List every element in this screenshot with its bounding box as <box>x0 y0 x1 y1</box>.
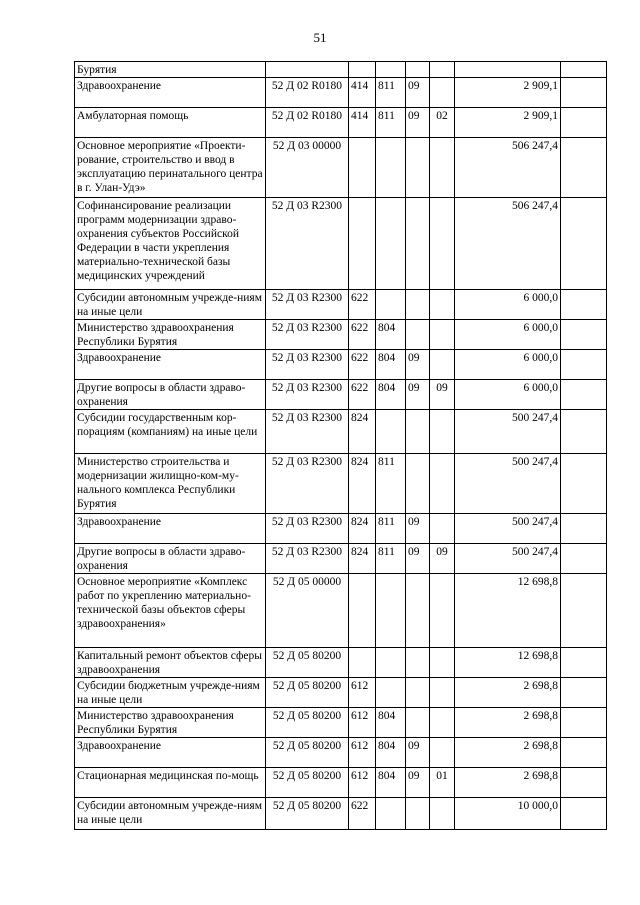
row-empty-cell <box>561 108 607 138</box>
row-subsection-code <box>430 738 455 768</box>
row-amount: 2 909,1 <box>455 78 561 108</box>
table-row <box>75 544 607 574</box>
row-expense-type: 414 <box>349 108 376 138</box>
row-section-code: 09 <box>406 78 430 108</box>
row-amount: 506 247,4 <box>455 198 561 290</box>
row-subsection-code <box>430 454 455 514</box>
table-row <box>75 62 607 78</box>
row-ministry-code <box>376 648 406 678</box>
row-section-code <box>406 574 430 648</box>
row-ministry-code <box>376 138 406 198</box>
row-subsection-code <box>430 320 455 350</box>
row-target-code: 52 Д 05 80200 <box>266 708 349 738</box>
table-row <box>75 290 607 320</box>
row-expense-type: 622 <box>349 350 376 380</box>
row-name: Министерство здравоохранения Республики Бурятия <box>75 320 266 350</box>
row-expense-type <box>349 648 376 678</box>
row-empty-cell <box>561 78 607 108</box>
row-section-code <box>406 708 430 738</box>
row-name: Другие вопросы в области здраво-охранения <box>75 380 266 410</box>
row-expense-type: 824 <box>349 410 376 454</box>
row-expense-type <box>349 198 376 290</box>
row-name: Министерство здравоохранения Республики Бурятия <box>75 708 266 738</box>
table-row <box>75 350 607 380</box>
row-target-code: 52 Д 03 R2300 <box>266 350 349 380</box>
row-target-code: 52 Д 03 00000 <box>266 138 349 198</box>
row-empty-cell <box>561 514 607 544</box>
row-ministry-code: 804 <box>376 708 406 738</box>
row-empty-cell <box>561 678 607 708</box>
row-name: Бурятия <box>75 62 266 78</box>
table-row <box>75 798 607 830</box>
row-expense-type: 612 <box>349 768 376 798</box>
row-section-code: 09 <box>406 108 430 138</box>
table-row <box>75 320 607 350</box>
row-target-code: 52 Д 03 R2300 <box>266 454 349 514</box>
row-expense-type: 824 <box>349 544 376 574</box>
row-ministry-code: 804 <box>376 768 406 798</box>
row-ministry-code: 804 <box>376 350 406 380</box>
row-ministry-code: 811 <box>376 454 406 514</box>
row-section-code: 09 <box>406 350 430 380</box>
row-target-code <box>266 62 349 78</box>
row-empty-cell <box>561 410 607 454</box>
row-empty-cell <box>561 648 607 678</box>
row-section-code: 09 <box>406 544 430 574</box>
row-empty-cell <box>561 454 607 514</box>
table-body <box>75 62 607 830</box>
row-name: Другие вопросы в области здраво-охранения <box>75 544 266 574</box>
row-ministry-code <box>376 574 406 648</box>
row-section-code: 09 <box>406 738 430 768</box>
row-subsection-code <box>430 648 455 678</box>
row-amount <box>455 62 561 78</box>
row-empty-cell <box>561 574 607 648</box>
row-section-code <box>406 138 430 198</box>
row-name: Здравоохранение <box>75 78 266 108</box>
table-row <box>75 410 607 454</box>
row-amount: 10 000,0 <box>455 798 561 830</box>
row-target-code: 52 Д 03 R2300 <box>266 544 349 574</box>
row-subsection-code <box>430 138 455 198</box>
table-row <box>75 708 607 738</box>
row-expense-type: 824 <box>349 514 376 544</box>
row-name: Софинансирование реализации программ модернизации здраво-охранения субъектов Российской Федерации в части укрепления материально-технической базы медицинских учреждений <box>75 198 266 290</box>
row-name: Основное мероприятие «Проекти-рование, строительство и ввод в эксплуатацию перинатального центра в г. Улан-Удэ» <box>75 138 266 198</box>
row-target-code: 52 Д 05 80200 <box>266 798 349 830</box>
row-expense-type: 622 <box>349 798 376 830</box>
row-section-code <box>406 454 430 514</box>
row-expense-type: 622 <box>349 290 376 320</box>
budget-table <box>74 61 607 830</box>
row-section-code: 09 <box>406 380 430 410</box>
row-expense-type: 824 <box>349 454 376 514</box>
row-ministry-code <box>376 798 406 830</box>
row-name: Субсидии государственным кор-порациям (компаниям) на иные цели <box>75 410 266 454</box>
row-name: Основное мероприятие «Комплекс работ по укреплению материально-технической базы объектов сферы здравоохранения» <box>75 574 266 648</box>
row-empty-cell <box>561 380 607 410</box>
row-subsection-code: 02 <box>430 108 455 138</box>
row-expense-type: 414 <box>349 78 376 108</box>
page-number: 51 <box>313 30 327 45</box>
row-empty-cell <box>561 768 607 798</box>
row-subsection-code <box>430 678 455 708</box>
row-ministry-code: 811 <box>376 544 406 574</box>
row-subsection-code <box>430 350 455 380</box>
table-row <box>75 738 607 768</box>
row-subsection-code <box>430 78 455 108</box>
row-name: Здравоохранение <box>75 738 266 768</box>
row-section-code <box>406 290 430 320</box>
row-subsection-code: 01 <box>430 768 455 798</box>
row-empty-cell <box>561 62 607 78</box>
row-target-code: 52 Д 03 R2300 <box>266 410 349 454</box>
row-target-code: 52 Д 03 R2300 <box>266 514 349 544</box>
row-amount: 2 698,8 <box>455 708 561 738</box>
row-ministry-code <box>376 198 406 290</box>
row-amount: 506 247,4 <box>455 138 561 198</box>
row-section-code <box>406 798 430 830</box>
row-ministry-code: 811 <box>376 514 406 544</box>
row-target-code: 52 Д 05 80200 <box>266 738 349 768</box>
row-amount: 12 698,8 <box>455 574 561 648</box>
row-section-code <box>406 648 430 678</box>
row-name: Субсидии автономным учрежде-ниям на иные цели <box>75 798 266 830</box>
table-row <box>75 138 607 198</box>
row-target-code: 52 Д 03 R2300 <box>266 290 349 320</box>
row-ministry-code <box>376 62 406 78</box>
row-amount: 2 698,8 <box>455 768 561 798</box>
table-row <box>75 514 607 544</box>
row-name: Субсидии автономным учрежде-ниям на иные цели <box>75 290 266 320</box>
row-subsection-code <box>430 798 455 830</box>
row-target-code: 52 Д 05 80200 <box>266 648 349 678</box>
row-expense-type <box>349 574 376 648</box>
row-target-code: 52 Д 05 80200 <box>266 678 349 708</box>
row-expense-type: 612 <box>349 678 376 708</box>
row-subsection-code: 09 <box>430 544 455 574</box>
row-expense-type <box>349 62 376 78</box>
row-name: Здравоохранение <box>75 350 266 380</box>
row-target-code: 52 Д 02 R0180 <box>266 108 349 138</box>
row-subsection-code <box>430 198 455 290</box>
row-section-code <box>406 320 430 350</box>
row-amount: 500 247,4 <box>455 544 561 574</box>
table-row <box>75 198 607 290</box>
row-section-code <box>406 198 430 290</box>
table-row <box>75 108 607 138</box>
row-amount: 500 247,4 <box>455 410 561 454</box>
row-empty-cell <box>561 320 607 350</box>
row-empty-cell <box>561 350 607 380</box>
row-ministry-code: 804 <box>376 320 406 350</box>
table-row <box>75 678 607 708</box>
row-name: Министерство строительства и модернизации жилищно-ком-му-нального комплекса Республики Бурятия <box>75 454 266 514</box>
row-section-code <box>406 62 430 78</box>
row-target-code: 52 Д 03 R2300 <box>266 380 349 410</box>
row-target-code: 52 Д 05 80200 <box>266 768 349 798</box>
row-empty-cell <box>561 290 607 320</box>
row-amount: 500 247,4 <box>455 454 561 514</box>
row-section-code <box>406 410 430 454</box>
row-subsection-code <box>430 290 455 320</box>
row-amount: 2 909,1 <box>455 108 561 138</box>
row-amount: 2 698,8 <box>455 678 561 708</box>
row-name: Амбулаторная помощь <box>75 108 266 138</box>
row-amount: 6 000,0 <box>455 380 561 410</box>
table-row <box>75 78 607 108</box>
row-subsection-code <box>430 708 455 738</box>
row-target-code: 52 Д 03 R2300 <box>266 320 349 350</box>
row-empty-cell <box>561 708 607 738</box>
row-amount: 500 247,4 <box>455 514 561 544</box>
row-empty-cell <box>561 798 607 830</box>
row-section-code: 09 <box>406 768 430 798</box>
table-row <box>75 380 607 410</box>
row-amount: 12 698,8 <box>455 648 561 678</box>
row-ministry-code <box>376 290 406 320</box>
row-subsection-code <box>430 574 455 648</box>
row-ministry-code: 804 <box>376 738 406 768</box>
row-ministry-code: 811 <box>376 78 406 108</box>
row-empty-cell <box>561 738 607 768</box>
row-name: Капитальный ремонт объектов сферы здравоохранения <box>75 648 266 678</box>
row-expense-type <box>349 138 376 198</box>
row-subsection-code <box>430 410 455 454</box>
row-amount: 2 698,8 <box>455 738 561 768</box>
row-target-code: 52 Д 05 00000 <box>266 574 349 648</box>
row-name: Субсидии бюджетным учрежде-ниям на иные цели <box>75 678 266 708</box>
row-target-code: 52 Д 03 R2300 <box>266 198 349 290</box>
row-expense-type: 612 <box>349 708 376 738</box>
row-expense-type: 622 <box>349 320 376 350</box>
row-empty-cell <box>561 138 607 198</box>
table-row <box>75 574 607 648</box>
row-section-code <box>406 678 430 708</box>
row-subsection-code: 09 <box>430 380 455 410</box>
table-row <box>75 648 607 678</box>
row-subsection-code <box>430 514 455 544</box>
row-expense-type: 612 <box>349 738 376 768</box>
row-ministry-code: 804 <box>376 380 406 410</box>
row-name: Здравоохранение <box>75 514 266 544</box>
table-row <box>75 768 607 798</box>
row-amount: 6 000,0 <box>455 320 561 350</box>
table-row <box>75 454 607 514</box>
row-ministry-code <box>376 410 406 454</box>
row-target-code: 52 Д 02 R0180 <box>266 78 349 108</box>
row-subsection-code <box>430 62 455 78</box>
row-section-code: 09 <box>406 514 430 544</box>
row-amount: 6 000,0 <box>455 290 561 320</box>
row-name: Стационарная медицинская по-мощь <box>75 768 266 798</box>
row-ministry-code: 811 <box>376 108 406 138</box>
row-amount: 6 000,0 <box>455 350 561 380</box>
row-empty-cell <box>561 544 607 574</box>
row-empty-cell <box>561 198 607 290</box>
row-expense-type: 622 <box>349 380 376 410</box>
row-ministry-code <box>376 678 406 708</box>
